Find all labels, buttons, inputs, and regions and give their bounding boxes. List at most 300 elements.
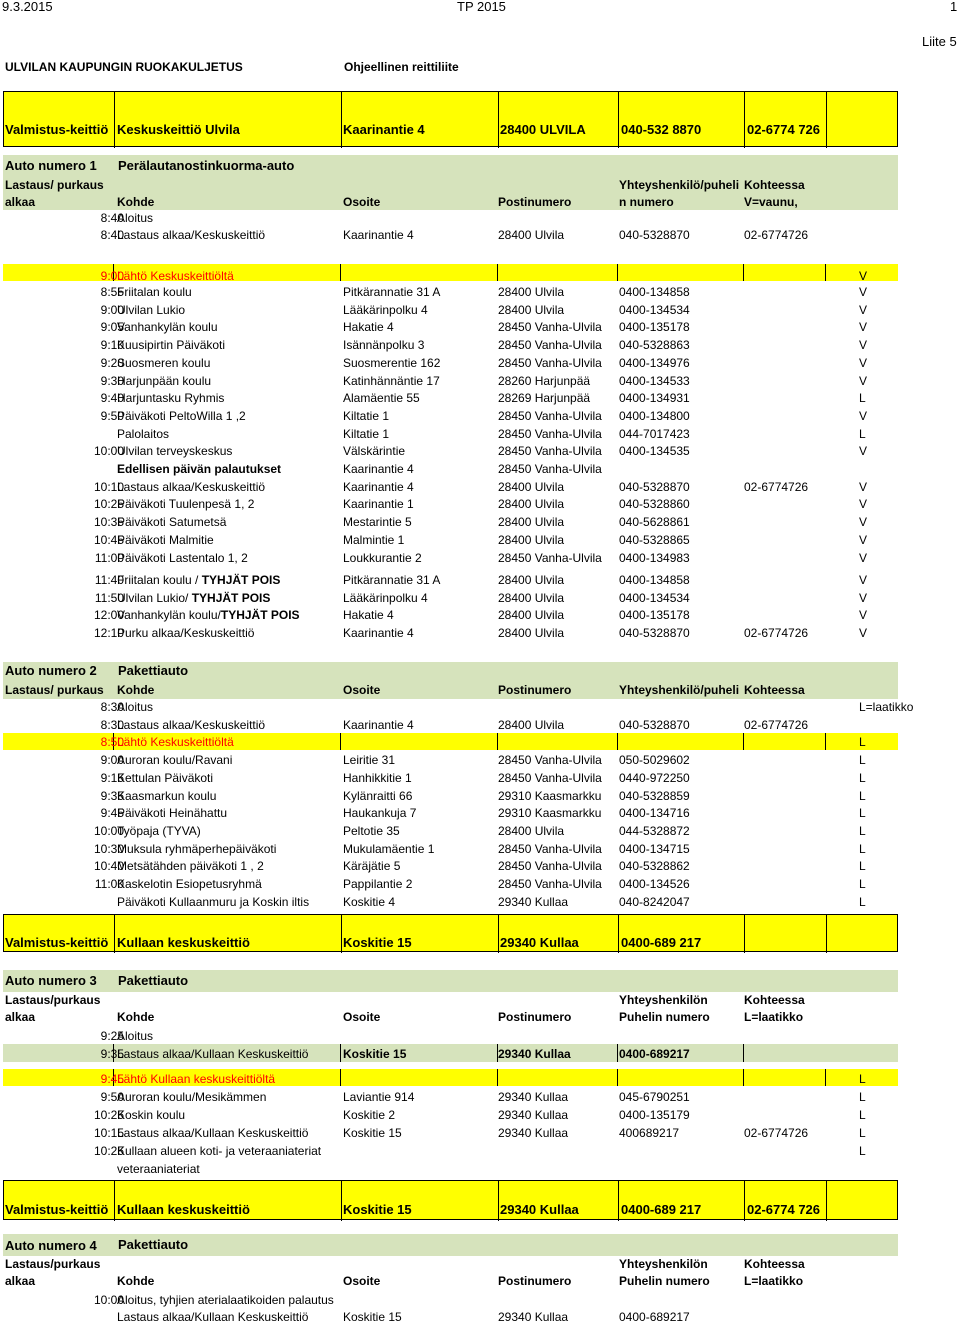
cell-contact: Puhelin numero (619, 1010, 710, 1024)
cell-address: Kaarinantie 4 (343, 462, 414, 476)
cell-contact: 040-5328863 (619, 338, 690, 353)
cell-destination: Muksula ryhmäperhepäiväkoti (117, 841, 277, 856)
table-row (3, 317, 898, 335)
table-cell: Hakatie 4 (343, 608, 394, 623)
cell-destination: Aloitus (117, 700, 154, 714)
time-cell: Lastaus/purkaus (5, 1257, 101, 1271)
cell-destination: Lastaus alkaa/Keskuskeittiö (117, 479, 266, 494)
cell-destination: Kullaan alueen koti- ja veteraaniateriat (117, 1144, 322, 1158)
car-type-label: Pakettiauto (118, 663, 189, 678)
table-row (3, 1026, 898, 1044)
cell-address: Suosmerentie 162 (343, 355, 441, 370)
cell-destination: Aloitus (117, 1029, 154, 1043)
table-row (3, 371, 898, 389)
cell-postcode: 28450 Vanha-Ulvila (498, 355, 602, 370)
cell-destination: Palolaitos (117, 426, 170, 441)
cell-destination: Päiväkoti PeltoWilla 1 ,2 (117, 408, 246, 423)
cell-destination: Kaskelotin Esiopetusryhmä (117, 877, 262, 891)
column-header (3, 990, 898, 1008)
cell-delivery-type: L=laatikko (859, 700, 914, 714)
table-row (3, 697, 914, 715)
time-cell: 9:45 (100, 806, 124, 821)
cell-address: Kaarinantie 4 (343, 717, 414, 732)
table-cell: Ulvilan Lukio/ TYHJÄT POIS (117, 590, 271, 605)
column-header (3, 1254, 898, 1272)
table-cell: Friitalan koulu / TYHJÄT POIS (117, 573, 281, 587)
cell-postcode: Postinumero (498, 1274, 572, 1288)
cell-address: Koskitie 15 (343, 1310, 402, 1324)
time-cell: 10:30 (93, 841, 124, 856)
empty-containers-note: TYHJÄT POIS (220, 608, 300, 623)
cell-postcode: 28450 Vanha-Ulvila (498, 841, 602, 856)
empty-containers-note: TYHJÄT POIS (191, 590, 271, 605)
cell-postcode: 28450 Vanha-Ulvila (498, 408, 602, 423)
cell-contact: Yhteyshenkilön (619, 993, 708, 1007)
table-row (3, 1290, 898, 1308)
cell-contact: 0400-134858 (619, 285, 690, 299)
departure-row (3, 732, 898, 750)
cell-destination: Lastaus alkaa/Kullaan Keskuskeittiö (117, 1047, 309, 1061)
cell-delivery-type: L (859, 426, 866, 441)
cell-delivery-type: L (859, 841, 866, 856)
time-cell: 10:25 (93, 1108, 124, 1122)
cell-delivery-type: L (859, 859, 866, 874)
cell-contact: 040-5328865 (619, 532, 690, 547)
cell-address: Hakatie 4 (343, 320, 394, 335)
car-number-label: Auto numero 1 (5, 158, 97, 173)
time-cell: 9:20 (100, 355, 124, 370)
time-cell: 10:15 (93, 1126, 124, 1140)
table-row (3, 353, 898, 371)
cell-delivery-type: L (859, 391, 866, 406)
table-row (3, 477, 898, 495)
page-title: TP 2015 (457, 0, 506, 14)
table-row (3, 768, 898, 786)
cell-delivery-type: V (859, 269, 868, 283)
cell-address: Isännänpolku 3 (343, 338, 425, 353)
table-row (3, 282, 898, 300)
cell-contact: 0400-134931 (619, 391, 690, 406)
kitchen-row (3, 1199, 898, 1217)
cell-contact: 050-5029602 (619, 753, 690, 768)
cell-destination: Päiväkoti Malmitie (117, 532, 214, 547)
time-cell: 9:00 (100, 269, 124, 283)
cell-address: Haukankuja 7 (343, 806, 417, 821)
table-cell: 0400-134858 (619, 573, 690, 587)
cell-postcode: 28400 Ulvila (498, 515, 565, 530)
org-heading: ULVILAN KAUPUNGIN RUOKAKULJETUS (5, 60, 243, 74)
cell-phone2: 02-6774726 (744, 717, 809, 732)
cell-postcode: 28450 Vanha-Ulvila (498, 753, 602, 768)
kitchen-row (3, 119, 898, 137)
time-cell: 9:35 (100, 1047, 124, 1061)
cell-phone2: Kohteessa (744, 178, 805, 192)
cell-contact: 040-5328862 (619, 859, 690, 874)
cell-delivery-type: V (859, 408, 868, 423)
cell-address: Pitkärannatie 31 A (343, 285, 441, 299)
table-cell: 040-5328870 (619, 626, 690, 641)
cell-destination: Kettulan Päiväkoti (117, 770, 214, 785)
cell-postcode: Postinumero (498, 683, 572, 697)
cell-contact: 040-5328870 (619, 228, 690, 242)
cell-address: Kaarinantie 4 (343, 479, 414, 494)
table-row (3, 623, 898, 641)
cell-postcode: 28400 Ulvila (498, 823, 565, 838)
kitchen-cell: Kaarinantie 4 (343, 122, 425, 137)
cell-contact: Puhelin numero (619, 1274, 710, 1288)
cell-address: Kaarinantie 1 (343, 497, 414, 512)
cell-postcode: 29340 Kullaa (498, 1310, 569, 1324)
cell-contact: 0400-689217 (619, 1310, 690, 1324)
time-cell: 11:00 (94, 550, 124, 565)
cell-delivery-type: L (859, 1090, 866, 1104)
table-cell: Kaarinantie 4 (343, 626, 414, 641)
table-cell: 02-6774726 (744, 626, 809, 641)
time-cell: 9:35 (100, 788, 124, 803)
time-cell: alkaa (5, 1274, 36, 1288)
cell-destination: Lähtö Keskuskeittiöltä (117, 735, 234, 750)
cell-delivery-type: V (859, 373, 868, 388)
cell-contact: 0400-134533 (619, 373, 690, 388)
car-type-label: Pakettiauto (118, 1237, 189, 1252)
time-cell: 9:40 (100, 391, 124, 406)
attachment-label: Liite 5 (922, 34, 957, 49)
cell-delivery-type: L (859, 823, 866, 838)
time-cell: 9:45 (100, 1072, 124, 1086)
cell-delivery-type: L (859, 735, 866, 750)
cell-contact: 0400-134535 (619, 444, 690, 459)
cell-address: Käräjätie 5 (343, 859, 401, 874)
cell-postcode: 28450 Vanha-Ulvila (498, 770, 602, 785)
kitchen-row (3, 932, 898, 950)
table-cell: Vanhankylän koulu/TYHJÄT POIS (117, 608, 300, 623)
kitchen-cell: Valmistus-keittiö (5, 1202, 109, 1217)
time-cell: alkaa (5, 195, 36, 209)
cell-address: Laviantie 914 (343, 1090, 415, 1104)
kitchen-cell: Valmistus-keittiö (5, 935, 109, 950)
cell-address: Osoite (343, 1010, 381, 1024)
cell-postcode: 28400 Ulvila (498, 228, 565, 242)
cell-phone2: L=laatikko (744, 1274, 804, 1288)
table-row (3, 750, 898, 768)
cell-postcode: 28450 Vanha-Ulvila (498, 877, 602, 891)
table-cell: 28400 Ulvila (498, 573, 565, 587)
table-row (3, 406, 898, 424)
table-cell: Lääkärinpolku 4 (343, 590, 428, 605)
car-number-label: Auto numero 2 (5, 663, 97, 678)
cell-address: Mukulamäentie 1 (343, 841, 435, 856)
table-row (3, 715, 898, 733)
table-cell: 12:00 (93, 608, 124, 623)
time-cell: Lastaus/purkaus (5, 993, 101, 1007)
kitchen-cell: 28400 ULVILA (500, 122, 586, 137)
time-cell: 9:30 (100, 373, 124, 388)
time-cell: Lastaus/ purkaus (5, 683, 104, 697)
cell-address: Loukkurantie 2 (343, 550, 422, 565)
car-type-label: Pakettiauto (118, 973, 189, 988)
cell-delivery-type: V (859, 479, 868, 494)
cell-destination: Friitalan koulu (117, 285, 192, 299)
cell-address: Alamäentie 55 (343, 391, 420, 406)
cell-address: Kiltatie 1 (343, 426, 390, 441)
car-number-label: Auto numero 3 (5, 973, 97, 988)
table-row (3, 605, 898, 623)
cell-postcode: 28400 Ulvila (498, 497, 565, 512)
cell-postcode: 28450 Vanha-Ulvila (498, 859, 602, 874)
cell-destination: Harjuntasku Ryhmis (117, 391, 225, 406)
column-header (3, 1007, 898, 1025)
cell-postcode: 28400 Ulvila (498, 285, 565, 299)
cell-phone2: Kohteessa (744, 993, 805, 1007)
table-row (3, 335, 898, 353)
time-cell: 10:25 (93, 1144, 124, 1158)
cell-contact: 040-5328860 (619, 497, 690, 512)
cell-postcode: 28260 Harjunpää (498, 373, 591, 388)
table-row (3, 300, 898, 318)
page-date: 9.3.2015 (2, 0, 53, 14)
table-row (3, 1087, 898, 1105)
table-cell: 28400 Ulvila (498, 626, 565, 641)
table-row (3, 821, 898, 839)
time-cell: 10:45 (93, 532, 124, 547)
kitchen-cell: 29340 Kullaa (500, 935, 579, 950)
cell-contact: 0400-135178 (619, 320, 690, 335)
table-row (3, 1307, 898, 1325)
car-number-label: Auto numero 4 (5, 1238, 97, 1253)
table-row (3, 1105, 898, 1123)
table-cell: 0400-134534 (619, 590, 690, 605)
kitchen-cell: 02-6774 726 (747, 122, 821, 137)
column-header (3, 680, 898, 698)
table-row (3, 225, 898, 243)
cell-phone2: Kohteessa (744, 683, 805, 697)
cell-delivery-type: L (859, 894, 866, 909)
cell-delivery-type: L (859, 877, 866, 891)
table-cell: V (859, 573, 868, 587)
cell-delivery-type: V (859, 302, 868, 317)
cell-phone2: Kohteessa (744, 1257, 805, 1271)
cell-destination: veteraaniateriat (117, 1162, 200, 1176)
cell-contact: 0400-134715 (619, 841, 690, 856)
cell-postcode: 28450 Vanha-Ulvila (498, 338, 602, 353)
cell-delivery-type: L (859, 806, 866, 821)
time-cell: 9:15 (100, 770, 124, 785)
table-cell: 28400 Ulvila (498, 608, 565, 623)
table-row (3, 530, 898, 548)
table-row (3, 512, 898, 530)
cell-address: Koskitie 15 (343, 1047, 407, 1061)
cell-delivery-type: V (859, 515, 868, 530)
time-cell: 8:40 (100, 228, 124, 242)
time-cell: 9:05 (100, 320, 124, 335)
cell-postcode: 28400 Ulvila (498, 532, 565, 547)
cell-destination: Kohde (117, 1010, 155, 1024)
cell-address: Koskitie 15 (343, 1126, 402, 1140)
cell-address: Osoite (343, 683, 381, 697)
time-cell: 11:00 (94, 877, 124, 891)
cell-postcode: Postinumero (498, 1010, 572, 1024)
table-cell: 28400 Ulvila (498, 590, 565, 605)
table-row (3, 874, 898, 892)
table-cell: V (859, 608, 868, 623)
table-cell: Pitkärannatie 31 A (343, 573, 441, 587)
cell-destination: Lastaus alkaa/Kullaan Keskuskeittiö (117, 1126, 309, 1140)
cell-postcode: 28269 Harjunpää (498, 391, 591, 406)
cell-destination: Aloitus, tyhjien aterialaatikoiden palautus (117, 1293, 334, 1307)
cell-delivery-type: V (859, 338, 868, 353)
time-cell: Lastaus/ purkaus (5, 178, 104, 192)
kitchen-cell: 29340 Kullaa (500, 1202, 579, 1217)
cell-contact: n numero (619, 195, 674, 209)
table-cell: 11:40 (94, 573, 124, 587)
table-row (3, 856, 898, 874)
cell-destination: Työpaja (TYVA) (117, 823, 201, 838)
time-cell: 10:00 (93, 823, 124, 838)
column-header (3, 1271, 898, 1289)
kitchen-cell: Koskitie 15 (343, 1202, 412, 1217)
table-row (3, 494, 898, 512)
cell-address: Välskärintie (343, 444, 406, 459)
table-row (3, 1159, 898, 1177)
cell-destination: Suosmeren koulu (117, 355, 211, 370)
kitchen-cell: Valmistus-keittiö (5, 122, 109, 137)
table-row (3, 459, 898, 477)
cell-contact: 0400-134800 (619, 408, 690, 423)
table-cell: 12:10 (93, 626, 124, 641)
time-cell: 10:35 (93, 515, 124, 530)
cell-destination: Harjunpään koulu (117, 373, 212, 388)
cell-destination: Kohde (117, 1274, 155, 1288)
cell-postcode: 28450 Vanha-Ulvila (498, 320, 602, 335)
kitchen-cell: 040-532 8870 (621, 122, 702, 137)
cell-address: Peltotie 35 (343, 823, 400, 838)
cell-contact: 044-5328872 (619, 823, 690, 838)
cell-postcode: 28400 Ulvila (498, 717, 565, 732)
table-row (3, 1123, 898, 1141)
cell-address: Osoite (343, 1274, 381, 1288)
time-cell: 8:40 (100, 211, 124, 225)
table-cell: V (859, 590, 868, 605)
cell-phone2: 02-6774726 (744, 479, 809, 494)
cell-address: Kaarinantie 4 (343, 228, 414, 242)
cell-destination: Ulvilan Lukio (117, 302, 186, 317)
cell-contact: 0400-135179 (619, 1108, 690, 1122)
cell-postcode: 29340 Kullaa (498, 1126, 569, 1140)
cell-postcode: 28450 Vanha-Ulvila (498, 550, 602, 565)
cell-delivery-type: L (859, 1126, 866, 1140)
time-cell: 9:50 (100, 1090, 124, 1104)
route-subtitle: Ohjeellinen reittiliite (344, 60, 459, 74)
empty-containers-note: TYHJÄT POIS (201, 573, 281, 587)
cell-contact: 0400-134716 (619, 806, 690, 821)
cell-address: Kiltatie 1 (343, 408, 390, 423)
table-row (3, 208, 898, 226)
cell-postcode: 29310 Kaasmarkku (498, 806, 602, 821)
cell-destination: Lastaus alkaa/Keskuskeittiö (117, 228, 266, 242)
table-row (3, 786, 898, 804)
cell-phone2: 02-6774726 (744, 1126, 809, 1140)
page-number: 1 (950, 0, 958, 14)
cell-postcode: Postinumero (498, 195, 572, 209)
cell-contact: Yhteyshenkilö/puheli (619, 178, 740, 192)
table-cell: 0400-135178 (619, 608, 690, 623)
cell-destination: Lastaus alkaa/Kullaan Keskuskeittiö (117, 1310, 309, 1324)
column-header (3, 175, 898, 193)
time-cell: 10:00 (93, 444, 124, 459)
cell-delivery-type: L (859, 788, 866, 803)
cell-destination: Auroran koulu/Ravani (117, 753, 233, 768)
cell-postcode: 29340 Kullaa (498, 1108, 569, 1122)
time-cell: 8:50 (100, 735, 124, 750)
table-row (3, 892, 898, 910)
cell-postcode: 28450 Vanha-Ulvila (498, 462, 602, 476)
time-cell: 8:55 (100, 285, 124, 299)
time-cell: 9:00 (100, 753, 124, 768)
cell-destination: Koskin koulu (117, 1108, 186, 1122)
cell-contact: 0400-134976 (619, 355, 690, 370)
cell-address: Malmintie 1 (343, 532, 405, 547)
cell-contact: 044-7017423 (619, 426, 690, 441)
cell-contact: Yhteyshenkilö/puheli (619, 683, 740, 697)
cell-destination: Auroran koulu/Mesikämmen (117, 1090, 267, 1104)
cell-address: Katinhännäntie 17 (343, 373, 440, 388)
cell-contact: 400689217 (619, 1126, 680, 1140)
cell-address: Koskitie 4 (343, 894, 396, 909)
cell-contact: 040-5328870 (619, 479, 690, 494)
kitchen-cell: Keskuskeittiö Ulvila (117, 122, 240, 137)
cell-address: Pappilantie 2 (343, 877, 413, 891)
table-row (3, 588, 898, 606)
cell-postcode: 29340 Kullaa (498, 894, 569, 909)
time-cell: 9:25 (100, 1029, 124, 1043)
cell-delivery-type: V (859, 355, 868, 370)
cell-contact: Yhteyshenkilön (619, 1257, 708, 1271)
cell-phone2: 02-6774726 (744, 228, 809, 242)
cell-contact: 040-5328859 (619, 788, 690, 803)
time-cell: 9:50 (100, 408, 124, 423)
cell-postcode: 28450 Vanha-Ulvila (498, 426, 602, 441)
cell-postcode: 29310 Kaasmarkku (498, 788, 602, 803)
time-cell: 10:40 (93, 859, 124, 874)
cell-contact: 0400-134534 (619, 302, 690, 317)
kitchen-cell: 0400-689 217 (621, 1202, 702, 1217)
cell-destination: Vanhankylän koulu (117, 320, 218, 335)
cell-contact: 040-5628861 (619, 515, 690, 530)
cell-postcode: 29340 Kullaa (498, 1090, 569, 1104)
cell-destination: Päiväkoti Tuulenpesä 1, 2 (117, 497, 255, 512)
cell-postcode: 28400 Ulvila (498, 302, 565, 317)
cell-destination: Kaasmarkun koulu (117, 788, 217, 803)
time-cell: 10:25 (93, 497, 124, 512)
time-cell: 10:10 (93, 479, 124, 494)
table-row (3, 1141, 898, 1159)
kitchen-cell: 02-6774 726 (747, 1202, 821, 1217)
cell-destination: Aloitus (117, 211, 154, 225)
cell-contact: 0400-689217 (619, 1047, 690, 1061)
cell-address: Osoite (343, 195, 381, 209)
kitchen-cell: 0400-689 217 (621, 935, 702, 950)
table-cell: 11:50 (94, 590, 124, 605)
cell-contact: 0400-134526 (619, 877, 690, 891)
kitchen-cell: Kullaan keskuskeittiö (117, 1202, 250, 1217)
kitchen-cell: Kullaan keskuskeittiö (117, 935, 250, 950)
cell-delivery-type: V (859, 444, 868, 459)
cell-destination: Päiväkoti Heinähattu (117, 806, 228, 821)
cell-contact: 0440-972250 (619, 770, 690, 785)
cell-delivery-type: L (859, 1108, 866, 1122)
cell-destination: Kohde (117, 195, 155, 209)
time-cell: 9:00 (100, 302, 124, 317)
